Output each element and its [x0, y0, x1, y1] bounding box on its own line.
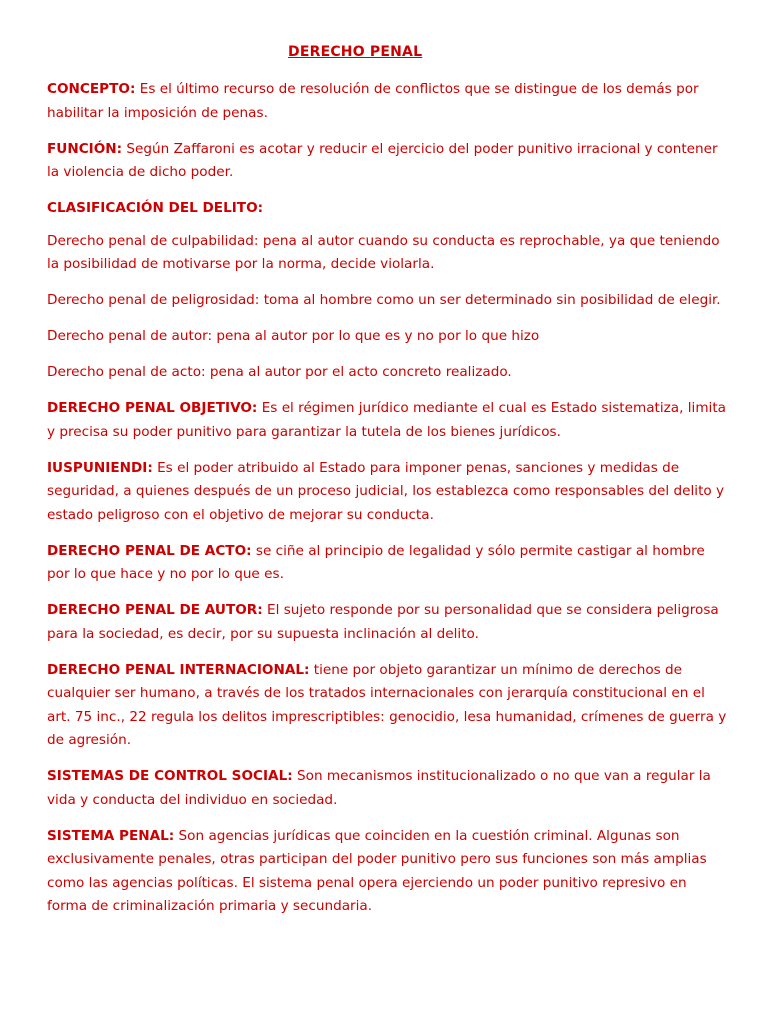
- paragraph-control-social: [47, 765, 727, 812]
- term-label: SISTEMA PENAL:: [47, 827, 175, 844]
- term-label: DERECHO PENAL DE ACTO:: [47, 542, 252, 559]
- document-title: DERECHO PENAL: [288, 44, 423, 60]
- paragraph-autor: [47, 599, 727, 646]
- term-definition: Es el régimen jurídico mediante el cual es Estado sistematiza, limita y precisa su poder punitivo para garantizar la tutela de los bienes jurídicos.: [47, 400, 726, 440]
- term-definition: Según Zaffaroni es acotar y reducir el ejercicio del poder punitivo irracional y contener la violencia de dicho poder.: [47, 140, 718, 180]
- term-definition: Son agencias jurídicas que coinciden en la cuestión criminal. Algunas son exclusivamente penales, otras participan del poder punitivo pero sus funciones son más amplias como las agencias políticas. El sistema penal opera ejerciendo un poder punitivo represivo en forma de criminalización primaria y secundaria.: [47, 827, 707, 914]
- section-heading-clasificacion: CLASIFICACIÓN DEL DELITO:: [47, 200, 264, 216]
- term-label: DERECHO PENAL DE AUTOR:: [47, 602, 263, 618]
- term-definition: se ciñe al principio de legalidad y sólo permite castigar al hombre por lo que hace y no por lo que es.: [47, 542, 705, 582]
- term-label: SISTEMAS DE CONTROL SOCIAL:: [47, 768, 293, 784]
- paragraph-sistema-penal: [47, 825, 727, 919]
- term-definition: Son mecanismos institucionalizado o no que van a regular la vida y conducta del individuo en sociedad.: [47, 768, 711, 808]
- term-definition: Es el poder atribuido al Estado para imponer penas, sanciones y medidas de seguridad, a quienes después de un proceso judicial, los establezca como responsables del delito y estado peligroso con el objetivo de mejorar su conducta.: [47, 459, 725, 523]
- paragraph-iuspuniendi: [47, 457, 727, 528]
- classification-item: Derecho penal de acto: pena al autor por el acto concreto realizado.: [47, 364, 512, 380]
- document-body: [47, 78, 727, 931]
- classification-item: Derecho penal de culpabilidad: pena al autor cuando su conducta es reprochable, ya que teniendo la posibilidad de motivarse por la norma, decide violarla.: [47, 232, 720, 272]
- classification-item: Derecho penal de autor: pena al autor por lo que es y no por lo que hizo: [47, 328, 540, 344]
- term-label: FUNCIÓN:: [47, 140, 123, 157]
- term-label: DERECHO PENAL OBJETIVO:: [47, 400, 258, 416]
- term-definition: Es el último recurso de resolución de conflictos que se distingue de los demás por habilitar la imposición de penas.: [47, 81, 699, 121]
- paragraph-objetivo: [47, 397, 727, 444]
- term-definition: tiene por objeto garantizar un mínimo de derechos de cualquier ser humano, a través de los tratados internacionales con jerarquía constitucional en el art. 75 inc., 22 regula los delitos imprescriptibles: genocidio, lesa humanidad, crímenes de guerra y de agresión.: [47, 661, 727, 748]
- term-definition: El sujeto responde por su personalidad que se considera peligrosa para la sociedad, es decir, por su supuesta inclinación al delito.: [47, 602, 719, 642]
- term-label: CONCEPTO:: [47, 81, 136, 97]
- term-label: IUSPUNIENDI:: [47, 459, 153, 476]
- term-label: DERECHO PENAL INTERNACIONAL:: [47, 661, 310, 678]
- paragraph-acto: [47, 540, 727, 587]
- paragraph-internacional: [47, 659, 727, 753]
- paragraph-concepto: [47, 78, 727, 125]
- paragraph-funcion: [47, 138, 727, 185]
- classification-item: Derecho penal de peligrosidad: toma al hombre como un ser determinado sin posibilidad de elegir.: [47, 292, 721, 308]
